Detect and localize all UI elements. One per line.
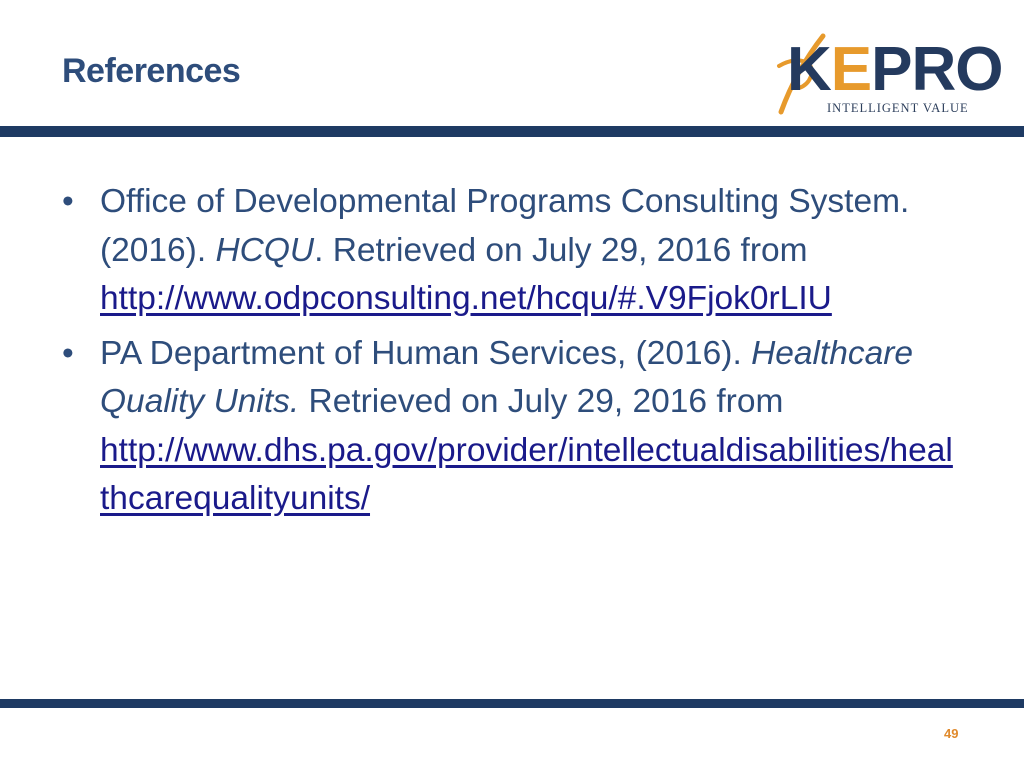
reference-title: Healthcare Quality Units. [100, 334, 914, 420]
bullet-icon: • [62, 334, 74, 372]
reference-text-before: PA Department of Human Services, (2016). [100, 334, 752, 372]
reference-link-odp[interactable]: http://www.odpconsulting.net/hcqu/#.V9Fjok0rLIU [100, 280, 832, 317]
reference-link-dhs[interactable]: http://www.dhs.pa.gov/provider/intellectualdisabilities/healthcarequalityunits/ [100, 431, 953, 517]
reference-title: HCQU [215, 231, 315, 269]
reference-item-dhs [62, 330, 962, 524]
reference-item-odp [62, 178, 962, 324]
logo-letters-pro: PRO [871, 35, 1003, 104]
page-number: 49 [944, 726, 959, 741]
header-divider-bar [0, 126, 1024, 137]
logo-letter-k: K [787, 35, 831, 104]
reference-text-after: . Retrieved on July 29, 2016 from [314, 231, 808, 269]
reference-text-after: Retrieved on July 29, 2016 from [299, 383, 784, 420]
slide-title: References [62, 52, 241, 90]
bullet-icon: • [62, 183, 74, 220]
kepro-logo [775, 30, 1003, 120]
footer-divider-bar [0, 699, 1024, 708]
logo-letter-e: E [830, 35, 872, 104]
logo-wordmark [787, 35, 1003, 104]
references-list [62, 178, 962, 530]
logo-tagline: INTELLIGENT VALUE [827, 101, 969, 115]
reference-text-before: Office of Developmental Programs Consulting System. (2016). [100, 183, 910, 269]
